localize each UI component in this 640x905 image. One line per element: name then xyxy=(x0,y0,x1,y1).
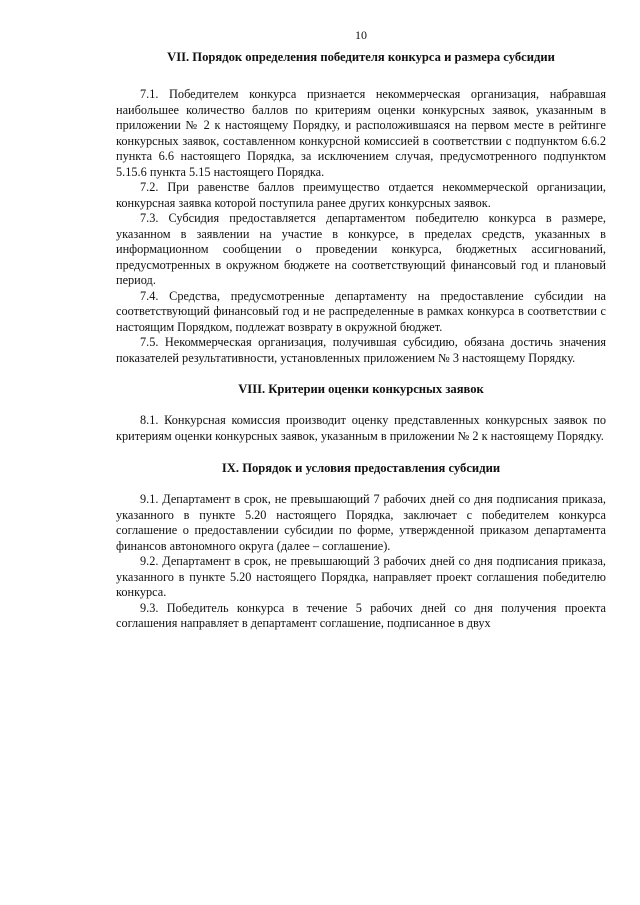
paragraph-7-1: 7.1. Победителем конкурса признается некоммерческая организация, набравшая наибольшее количество баллов по критериям оценки конкурсных заявок, указанным в приложении № 2 к настоящему Порядку, и расположившаяся на первом месте в рейтинге конкурсных заявок, составленном конкурсной комиссией в соответствии с подпунктом 6.6.2 пункта 6.6 настоящего Порядка, за исключением случая, предусмотренного подпунктом 5.15.6 пункта 5.15 настоящего Порядка. xyxy=(116,87,606,179)
section-title-viii: VIII. Критерии оценки конкурсных заявок xyxy=(238,382,484,396)
paragraph-9-3: 9.3. Победитель конкурса в течение 5 рабочих дней со дня получения проекта соглашения направляет в департамент соглашение, подписанное в двух xyxy=(116,600,606,630)
section-title-ix: IX. Порядок и условия предоставления субсидии xyxy=(221,461,501,475)
paragraph-7-4: 7.4. Средства, предусмотренные департаменту на предоставление субсидии на соответствующий финансовый год и не распределенные в рамках конкурса в соответствии с настоящим Порядком, подлежат возврату в окружной бюджет. xyxy=(116,288,606,334)
section-title-vii: VII. Порядок определения победителя конкурса и размера субсидии xyxy=(167,50,555,64)
paragraph-9-1: 9.1. Департамент в срок, не превышающий 7 рабочих дней со дня подписания приказа, указанного в пункте 5.20 настоящего Порядка, заключает с победителем конкурса соглашение о предоставлении субсидии по форме, утвержденной приказом департамента финансов автономного округа (далее – соглашение). xyxy=(116,492,606,553)
paragraph-8-1: 8.1. Конкурсная комиссия производит оценку представленных конкурсных заявок по критериям оценки конкурсных заявок, указанным в приложении № 2 к настоящему Порядку. xyxy=(116,413,606,443)
paragraph-7-3: 7.3. Субсидия предоставляется департаментом победителю конкурса в размере, указанном в заявлении на участие в конкурсе, в пределах средств, указанных в информационном сообщении о проведении конкурса, бюджетных ассигнований, предусмотренных в окружном бюджете на соответствующий финансовый год и плановый период. xyxy=(116,211,606,287)
paragraph-9-2: 9.2. Департамент в срок, не превышающий 3 рабочих дней со дня подписания приказа, указанного в пункте 5.20 настоящего Порядка, направляет проект соглашения победителю конкурса. xyxy=(116,554,606,599)
page-number: 10 xyxy=(355,28,367,42)
paragraph-7-5: 7.5. Некоммерческая организация, получившая субсидию, обязана достичь значения показателей результативности, установленных приложением № 3 настоящему Порядку. xyxy=(116,335,606,365)
paragraph-7-2: 7.2. При равенстве баллов преимущество отдается некоммерческой организации, конкурсная заявка которой поступила ранее других конкурсных заявок. xyxy=(116,180,606,210)
